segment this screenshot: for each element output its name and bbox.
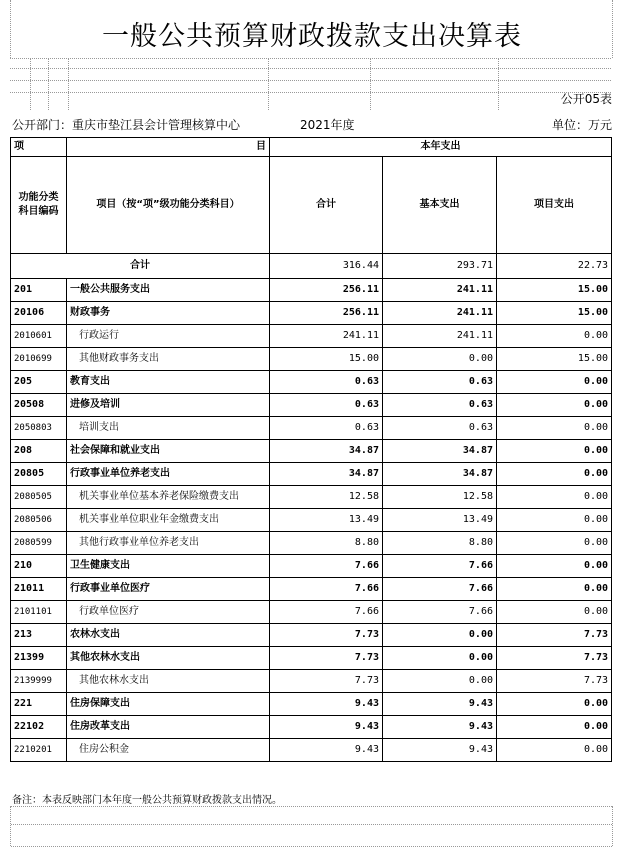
header-item: 项目（按“项”级功能分类科目） xyxy=(67,157,270,254)
header-row-2 xyxy=(11,157,612,254)
header-project: 项目支出 xyxy=(497,157,612,254)
table-row xyxy=(11,670,612,693)
table-row xyxy=(11,739,612,762)
row-project: 7.73 xyxy=(497,624,612,647)
row-total: 256.11 xyxy=(270,279,383,302)
row-project: 0.00 xyxy=(497,555,612,578)
row-basic: 13.49 xyxy=(383,509,497,532)
header-grid xyxy=(10,58,611,110)
row-total: 0.63 xyxy=(270,417,383,440)
row-basic: 241.11 xyxy=(383,302,497,325)
table-row xyxy=(11,601,612,624)
row-name: 其他行政事业单位养老支出 xyxy=(67,532,270,555)
row-total: 34.87 xyxy=(270,463,383,486)
row-project: 15.00 xyxy=(497,279,612,302)
row-name: 财政事务 xyxy=(67,302,270,325)
row-project: 0.00 xyxy=(497,463,612,486)
row-total: 9.43 xyxy=(270,739,383,762)
footnote: 备注：本表反映部门本年度一般公共预算财政拨款支出情况。 xyxy=(12,795,282,806)
table-row xyxy=(11,532,612,555)
row-name: 社会保障和就业支出 xyxy=(67,440,270,463)
row-code: 205 xyxy=(11,371,67,394)
row-code: 210 xyxy=(11,555,67,578)
row-project: 0.00 xyxy=(497,371,612,394)
row-total: 9.43 xyxy=(270,693,383,716)
row-code: 2050803 xyxy=(11,417,67,440)
table-row xyxy=(11,716,612,739)
row-project: 0.00 xyxy=(497,486,612,509)
row-name: 一般公共服务支出 xyxy=(67,279,270,302)
row-name: 进修及培训 xyxy=(67,394,270,417)
row-code: 2080506 xyxy=(11,509,67,532)
header-total: 合计 xyxy=(270,157,383,254)
form-code: 公开05表 xyxy=(560,92,612,106)
row-project: 7.73 xyxy=(497,670,612,693)
row-code: 20508 xyxy=(11,394,67,417)
row-name: 行政运行 xyxy=(67,325,270,348)
row-project: 15.00 xyxy=(497,302,612,325)
row-project: 0.00 xyxy=(497,509,612,532)
row-project: 0.00 xyxy=(497,394,612,417)
row-code: 2139999 xyxy=(11,670,67,693)
row-name: 培训支出 xyxy=(67,417,270,440)
row-name: 机关事业单位职业年金缴费支出 xyxy=(67,509,270,532)
row-basic: 241.11 xyxy=(383,325,497,348)
row-code: 2101101 xyxy=(11,601,67,624)
row-name: 教育支出 xyxy=(67,371,270,394)
total-basic: 293.71 xyxy=(383,254,497,279)
row-project: 0.00 xyxy=(497,578,612,601)
table-row xyxy=(11,348,612,371)
row-code: 2080599 xyxy=(11,532,67,555)
row-basic: 241.11 xyxy=(383,279,497,302)
row-code: 20805 xyxy=(11,463,67,486)
table-row xyxy=(11,509,612,532)
row-project: 0.00 xyxy=(497,693,612,716)
row-name: 住房保障支出 xyxy=(67,693,270,716)
row-basic: 34.87 xyxy=(383,463,497,486)
table-row xyxy=(11,371,612,394)
row-total: 7.66 xyxy=(270,601,383,624)
row-name: 行政事业单位养老支出 xyxy=(67,463,270,486)
fiscal-year: 2021年度 xyxy=(300,118,355,132)
row-name: 行政单位医疗 xyxy=(67,601,270,624)
row-code: 20106 xyxy=(11,302,67,325)
row-code: 2210201 xyxy=(11,739,67,762)
header-func-code: 功能分类科目编码 xyxy=(11,157,67,254)
table-row xyxy=(11,647,612,670)
row-project: 0.00 xyxy=(497,739,612,762)
row-project: 0.00 xyxy=(497,417,612,440)
row-basic: 7.66 xyxy=(383,555,497,578)
table-row xyxy=(11,440,612,463)
row-basic: 0.00 xyxy=(383,670,497,693)
row-total: 7.73 xyxy=(270,647,383,670)
table-row xyxy=(11,325,612,348)
row-code: 2010601 xyxy=(11,325,67,348)
total-project: 22.73 xyxy=(497,254,612,279)
table-row xyxy=(11,302,612,325)
table-row xyxy=(11,394,612,417)
row-name: 住房公积金 xyxy=(67,739,270,762)
row-project: 7.73 xyxy=(497,647,612,670)
page-title: 一般公共预算财政拨款支出决算表 xyxy=(102,21,522,52)
row-basic: 0.00 xyxy=(383,624,497,647)
row-project: 0.00 xyxy=(497,601,612,624)
row-code: 21011 xyxy=(11,578,67,601)
row-total: 34.87 xyxy=(270,440,383,463)
row-project: 0.00 xyxy=(497,325,612,348)
header-basic: 基本支出 xyxy=(383,157,497,254)
table-row xyxy=(11,555,612,578)
table-row xyxy=(11,578,612,601)
row-basic: 0.00 xyxy=(383,647,497,670)
row-total: 256.11 xyxy=(270,302,383,325)
row-total: 9.43 xyxy=(270,716,383,739)
row-project: 0.00 xyxy=(497,532,612,555)
row-total: 7.66 xyxy=(270,555,383,578)
row-code: 208 xyxy=(11,440,67,463)
total-label: 合计 xyxy=(11,254,270,279)
row-total: 13.49 xyxy=(270,509,383,532)
row-total: 7.73 xyxy=(270,624,383,647)
header-current-year: 本年支出 xyxy=(270,138,612,157)
row-name: 机关事业单位基本养老保险缴费支出 xyxy=(67,486,270,509)
row-total: 7.66 xyxy=(270,578,383,601)
row-basic: 0.63 xyxy=(383,371,497,394)
row-total: 7.73 xyxy=(270,670,383,693)
total-sum: 316.44 xyxy=(270,254,383,279)
row-basic: 9.43 xyxy=(383,739,497,762)
table-row xyxy=(11,486,612,509)
row-code: 22102 xyxy=(11,716,67,739)
row-basic: 9.43 xyxy=(383,693,497,716)
unit-label: 单位：万元 xyxy=(551,118,612,132)
row-code: 221 xyxy=(11,693,67,716)
row-basic: 9.43 xyxy=(383,716,497,739)
row-basic: 12.58 xyxy=(383,486,497,509)
header-row-1 xyxy=(11,138,612,157)
table-row xyxy=(11,624,612,647)
row-total: 12.58 xyxy=(270,486,383,509)
expense-table xyxy=(10,137,612,762)
row-basic: 7.66 xyxy=(383,601,497,624)
header-mu: 目 xyxy=(67,138,270,157)
header-xiang: 项 xyxy=(11,138,67,157)
table-row xyxy=(11,693,612,716)
table-row xyxy=(11,417,612,440)
row-name: 卫生健康支出 xyxy=(67,555,270,578)
row-basic: 8.80 xyxy=(383,532,497,555)
row-name: 其他农林水支出 xyxy=(67,670,270,693)
table-body xyxy=(11,279,612,762)
row-code: 21399 xyxy=(11,647,67,670)
row-project: 0.00 xyxy=(497,440,612,463)
table-row xyxy=(11,463,612,486)
row-basic: 0.63 xyxy=(383,417,497,440)
row-total: 0.63 xyxy=(270,371,383,394)
row-name: 行政事业单位医疗 xyxy=(67,578,270,601)
row-code: 2010699 xyxy=(11,348,67,371)
row-basic: 0.63 xyxy=(383,394,497,417)
row-name: 其他农林水支出 xyxy=(67,647,270,670)
row-basic: 7.66 xyxy=(383,578,497,601)
row-name: 住房改革支出 xyxy=(67,716,270,739)
row-project: 0.00 xyxy=(497,716,612,739)
row-total: 0.63 xyxy=(270,394,383,417)
row-code: 213 xyxy=(11,624,67,647)
row-name: 其他财政事务支出 xyxy=(67,348,270,371)
row-total: 8.80 xyxy=(270,532,383,555)
row-basic: 34.87 xyxy=(383,440,497,463)
row-name: 农林水支出 xyxy=(67,624,270,647)
total-row xyxy=(11,254,612,279)
row-basic: 0.00 xyxy=(383,348,497,371)
row-project: 15.00 xyxy=(497,348,612,371)
row-code: 201 xyxy=(11,279,67,302)
department: 公开部门：重庆市垫江县会计管理核算中心 xyxy=(12,118,241,132)
row-total: 241.11 xyxy=(270,325,383,348)
footer-grid xyxy=(10,806,613,846)
row-total: 15.00 xyxy=(270,348,383,371)
row-code: 2080505 xyxy=(11,486,67,509)
table-row xyxy=(11,279,612,302)
